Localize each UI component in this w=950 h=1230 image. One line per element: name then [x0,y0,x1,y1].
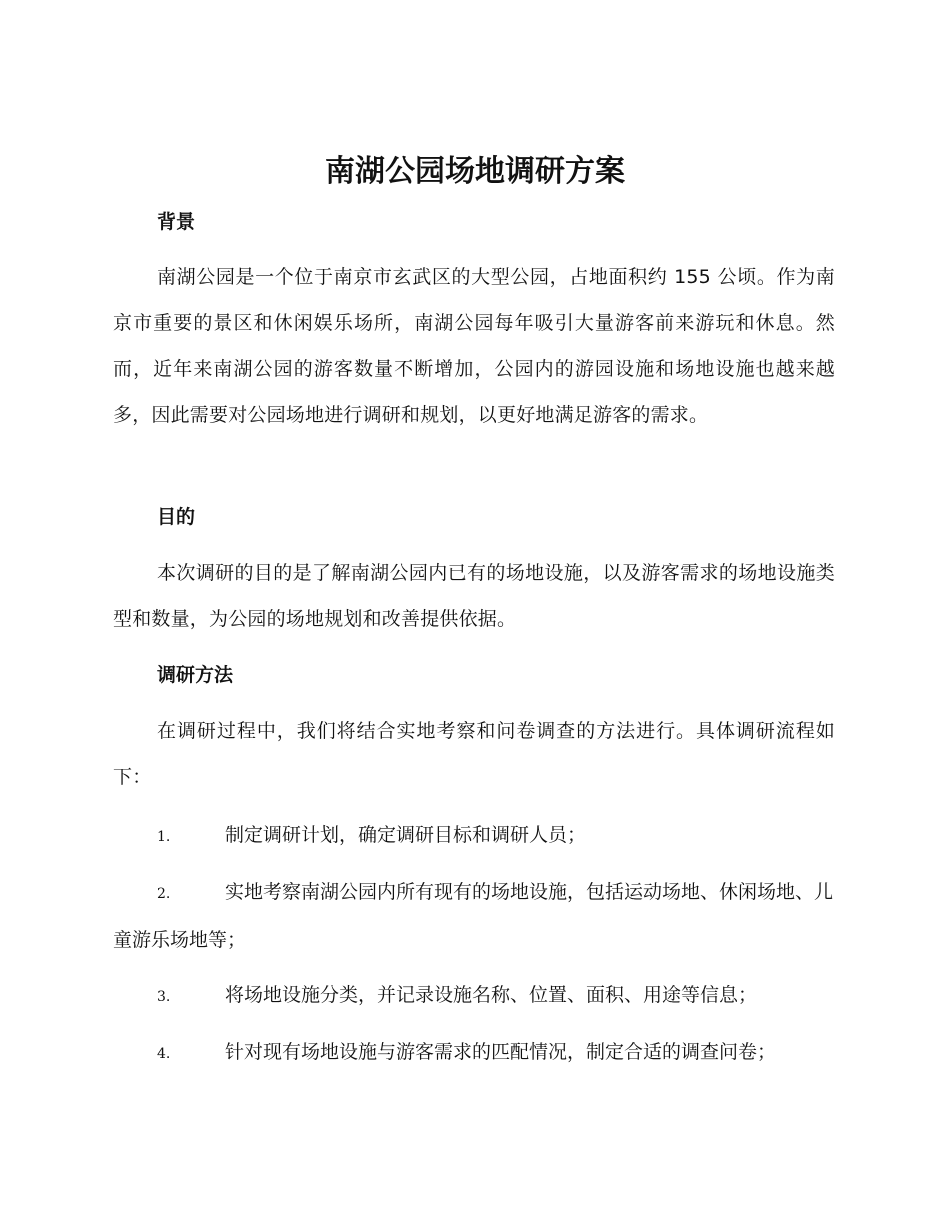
method-step-2 [113,869,835,963]
step-text: 针对现有场地设施与游客需求的匹配情况，制定合适的调查问卷； [225,1041,777,1063]
step-text: 制定调研计划，确定调研目标和调研人员； [225,824,587,846]
section-heading-purpose: 目的 [157,506,196,528]
method-step-4 [113,1029,835,1077]
step-number: 3. [157,989,171,1005]
method-paragraph: 在调研过程中，我们将结合实地考察和问卷调查的方法进行。具体调研流程如下： [113,720,835,788]
purpose-paragraph: 本次调研的目的是了解南湖公园内已有的场地设施，以及游客需求的场地设施类型和数量，为公园的场地规划和改善提供依据。 [113,562,835,630]
section-heading-background: 背景 [157,211,196,233]
step-text: 将场地设施分类，并记录设施名称、位置、面积、用途等信息； [225,984,758,1006]
section-heading-method: 调研方法 [157,664,234,686]
method-step-3 [113,972,835,1020]
method-step-1 [113,812,835,860]
step-number: 1. [157,829,171,845]
step-text: 实地考察南湖公园内所有现有的场地设施，包括运动场地、休闲场地、儿童游乐场地等； [113,881,834,951]
step-number: 2. [157,886,171,902]
step-number: 4. [157,1046,171,1062]
background-paragraph: 南湖公园是一个位于南京市玄武区的大型公园，占地面积约 155 公顷。作为南京市重要的景区和休闲娱乐场所，南湖公园每年吸引大量游客前来游玩和休息。然而，近年来南湖公园的游客数量不断增加，公园内的游园设施和场地设施也越来越多，因此需要对公园场地进行调研和规划，以更好地满足游客的需求。 [113,266,835,426]
document-title: 南湖公园场地调研方案 [325,154,625,189]
